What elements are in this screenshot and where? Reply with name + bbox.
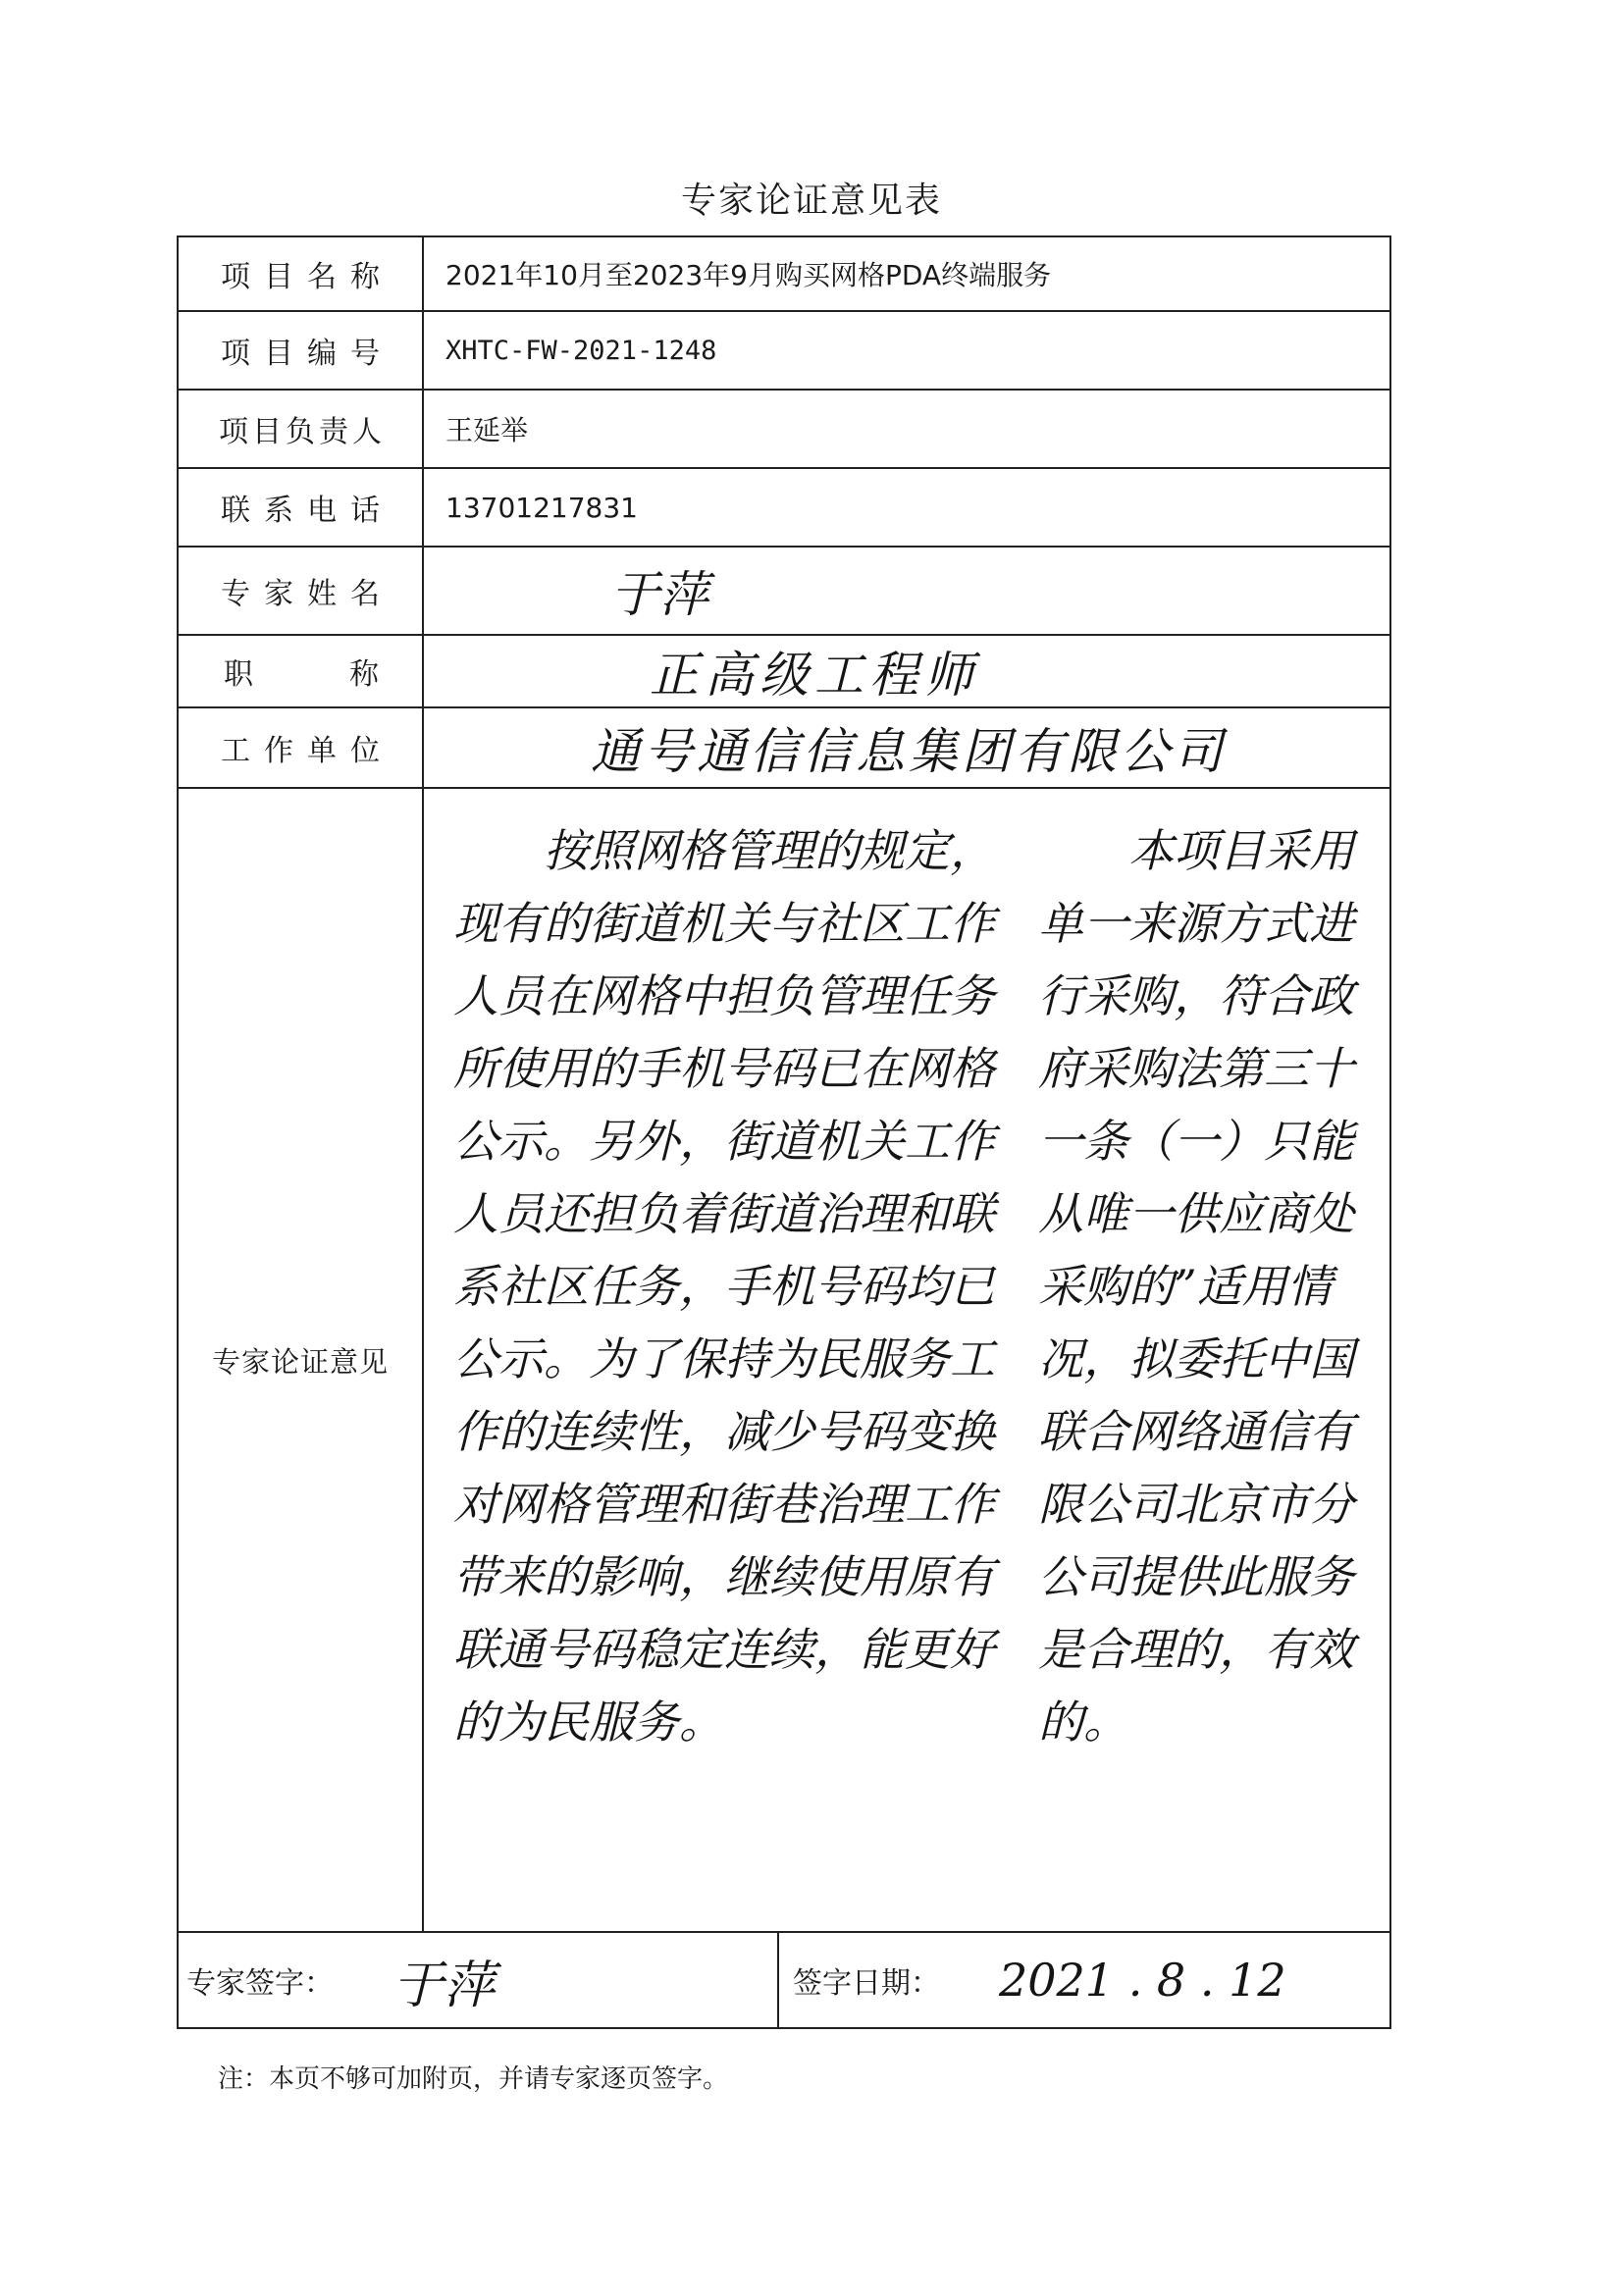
expert-signature-label: 专家签字：	[186, 1966, 334, 2001]
label-phone: 联系电话	[179, 469, 424, 546]
row-work-unit	[177, 706, 1391, 787]
expert-opinion-form	[177, 235, 1391, 2129]
row-opinion	[177, 787, 1391, 1931]
expert-signature-cell	[179, 1933, 779, 2027]
row-title	[177, 634, 1391, 706]
label-job-title-right: 称	[349, 657, 379, 692]
row-project-manager	[177, 389, 1391, 467]
sign-date-value: 2021 . 8 . 12	[999, 1954, 1286, 2007]
sign-date-cell	[779, 1933, 1389, 2027]
row-project-name	[177, 235, 1391, 310]
value-project-number: XHTC-FW-2021-1248	[445, 335, 717, 366]
opinion-paragraph-1: 按照网格管理的规定，现有的街道机关与社区工作人员在网格中担负管理任务所使用的手机号码已在网格公示。另外，街道机关工作人员还担负着街道治理和联系社区任务，手机号码均已公示。为了保持为民服务工作的连续性，减少号码变换对网格管理和街巷治理工作带来的影响，继续使用原有联通号码稳定连续，能更好的为民服务。	[453, 824, 995, 1748]
label-expert-name: 专家姓名	[179, 548, 424, 634]
opinion-text	[424, 789, 1389, 1931]
value-job-title: 正高级工程师	[650, 647, 979, 704]
row-signature	[177, 1931, 1391, 2029]
value-project-name: 2021年10月至2023年9月购买网格PDA终端服务	[445, 259, 1052, 291]
value-expert-name: 于萍	[610, 566, 708, 623]
row-expert-name	[177, 546, 1391, 634]
label-opinion: 专家论证意见	[179, 789, 424, 1931]
value-work-unit: 通号通信信息集团有限公司	[591, 723, 1227, 780]
label-project-manager: 项目负责人	[179, 391, 424, 467]
sign-date-label: 签字日期：	[793, 1966, 940, 2001]
row-phone	[177, 467, 1391, 546]
label-job-title-left: 职	[224, 657, 253, 692]
row-project-number	[177, 310, 1391, 389]
label-project-name: 项目名称	[179, 237, 424, 310]
label-job-title	[179, 636, 424, 706]
label-project-number: 项目编号	[179, 312, 424, 389]
value-project-manager: 王延举	[445, 414, 529, 446]
expert-signature: 于萍	[393, 1956, 496, 2015]
value-phone: 13701217831	[445, 491, 638, 524]
document-title: 专家论证意见表	[680, 181, 942, 221]
opinion-paragraph-2: 本项目采用单一来源方式进行采购，符合政府采购法第三十一条（一）只能从唯一供应商处采购的”适用情况，拟委托中国联合网络通信有限公司北京市分公司提供此服务是合理的，有效的。	[1038, 824, 1355, 1748]
footnote: 注：本页不够可加附页，并请专家逐页签字。	[218, 2064, 729, 2094]
label-work-unit: 工作单位	[179, 708, 424, 787]
